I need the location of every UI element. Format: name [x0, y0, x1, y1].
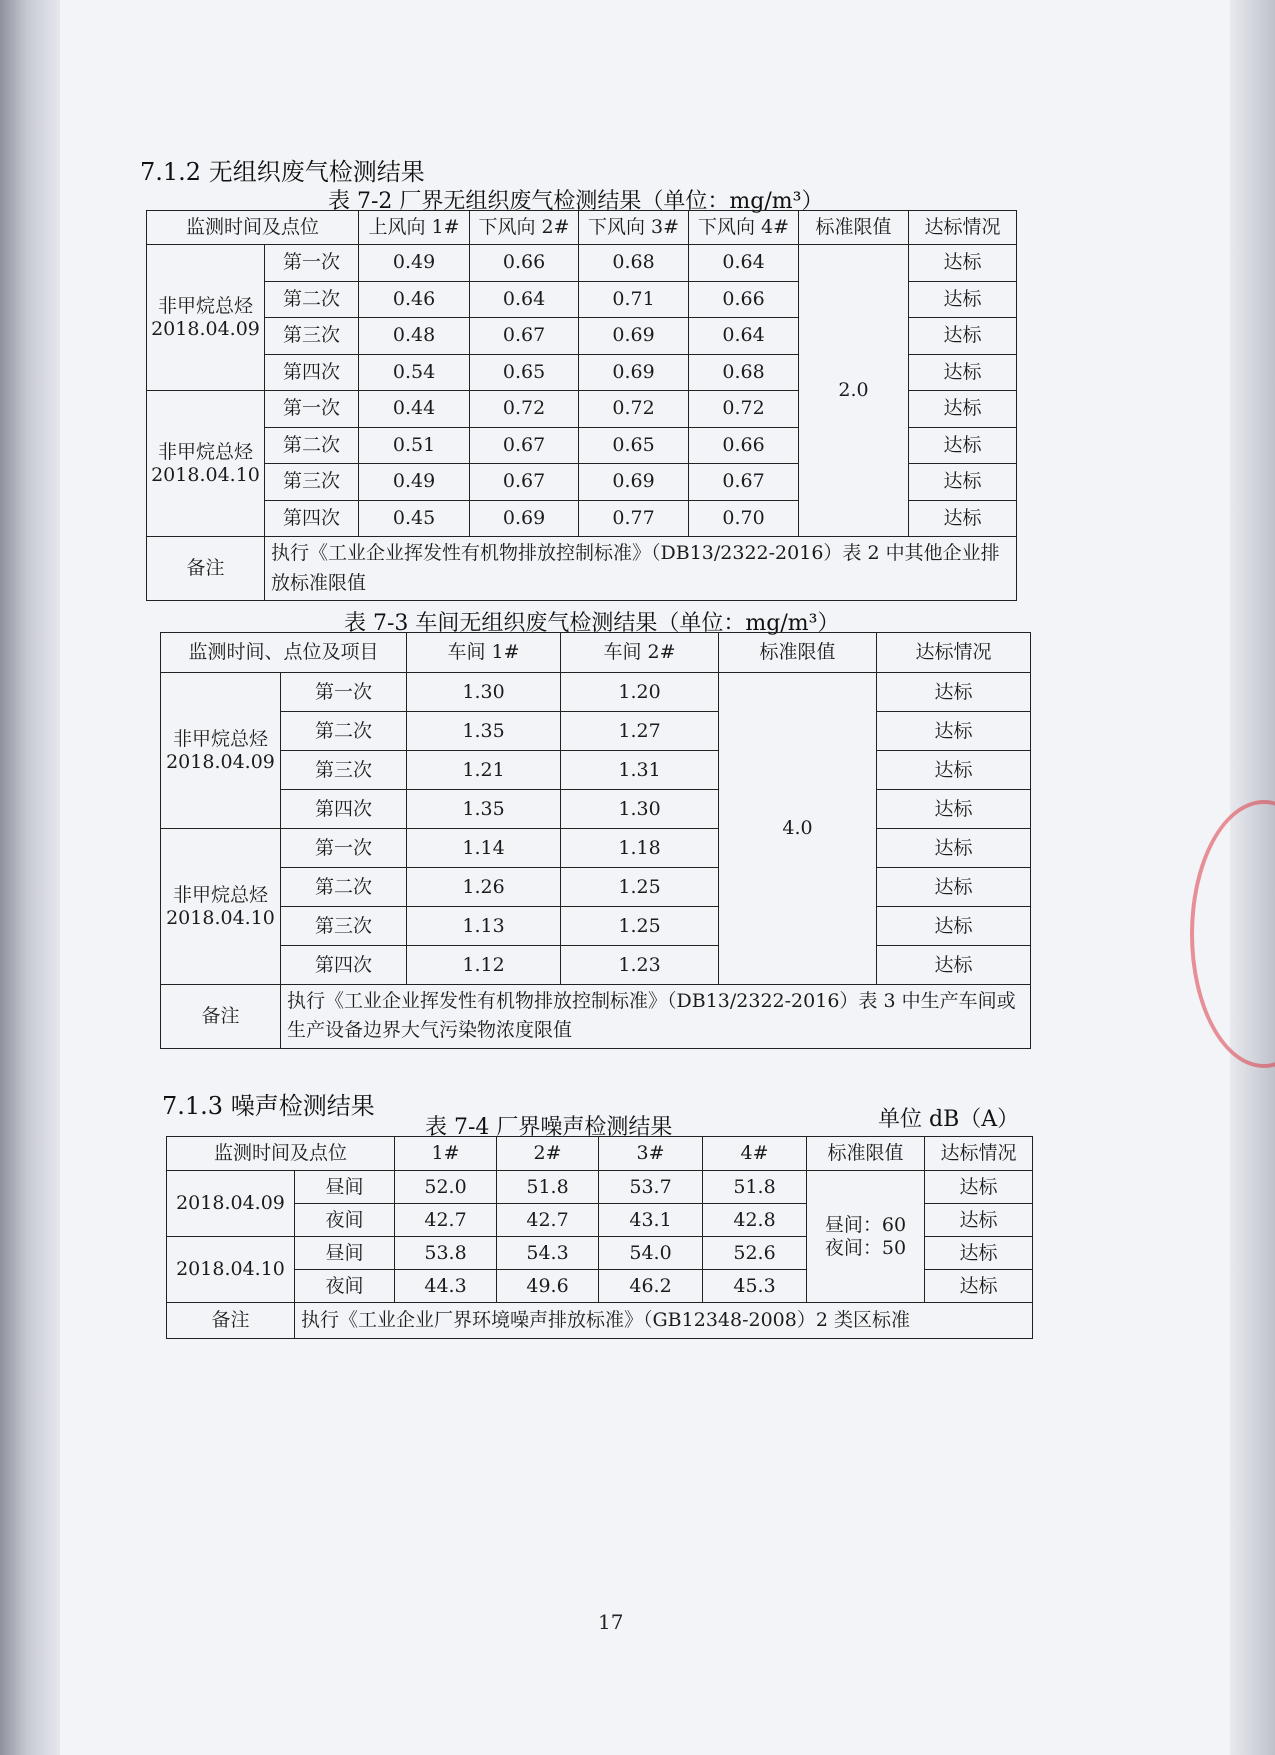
time-cell: 第四次: [265, 354, 359, 391]
value-cell: 54.0: [599, 1237, 703, 1270]
time-cell: 夜间: [295, 1204, 395, 1237]
table-row: [161, 946, 1031, 985]
value-cell: 0.64: [689, 245, 799, 282]
value-cell: 52.6: [703, 1237, 807, 1270]
limit-cell: 4.0: [719, 673, 877, 985]
group-label: 非甲烷总烃 2018.04.10: [161, 829, 281, 985]
value-cell: 0.69: [579, 318, 689, 355]
value-cell: 0.77: [579, 500, 689, 537]
table-7-4: [166, 1136, 1033, 1339]
value-cell: 51.8: [497, 1171, 599, 1204]
table-row: [147, 245, 1017, 282]
value-cell: 1.21: [407, 751, 561, 790]
header-cell: 达标情况: [925, 1137, 1033, 1171]
value-cell: 45.3: [703, 1270, 807, 1303]
status-cell: 达标: [877, 946, 1031, 985]
value-cell: 0.70: [689, 500, 799, 537]
status-cell: 达标: [877, 790, 1031, 829]
value-cell: 1.13: [407, 907, 561, 946]
value-cell: 0.66: [689, 281, 799, 318]
time-cell: 夜间: [295, 1270, 395, 1303]
value-cell: 0.49: [359, 464, 470, 501]
status-cell: 达标: [909, 281, 1017, 318]
header-cell: 达标情况: [909, 211, 1017, 245]
page-shadow-left: [0, 0, 60, 1755]
time-cell: 第二次: [281, 868, 407, 907]
status-cell: 达标: [877, 907, 1031, 946]
value-cell: 1.20: [561, 673, 719, 712]
status-cell: 达标: [909, 500, 1017, 537]
table-row: [161, 829, 1031, 868]
value-cell: 0.46: [359, 281, 470, 318]
header-cell: 车间 2#: [561, 633, 719, 673]
status-cell: 达标: [877, 712, 1031, 751]
value-cell: 1.35: [407, 712, 561, 751]
time-cell: 第二次: [265, 427, 359, 464]
value-cell: 0.71: [579, 281, 689, 318]
value-cell: 53.8: [395, 1237, 497, 1270]
table-7-3-caption: 表 7-3 车间无组织废气检测结果（单位：mg/m³）: [344, 611, 840, 636]
value-cell: 43.1: [599, 1204, 703, 1237]
status-cell: 达标: [925, 1171, 1033, 1204]
table-7-2-caption: 表 7-2 厂界无组织废气检测结果（单位：mg/m³）: [328, 189, 824, 214]
status-cell: 达标: [909, 464, 1017, 501]
value-cell: 0.68: [689, 354, 799, 391]
header-cell-location: 监测时间、点位及项目: [161, 633, 407, 673]
value-cell: 0.66: [689, 427, 799, 464]
value-cell: 1.14: [407, 829, 561, 868]
table-7-4-caption: 表 7-4 厂界噪声检测结果: [425, 1115, 673, 1140]
value-cell: 0.45: [359, 500, 470, 537]
value-cell: 44.3: [395, 1270, 497, 1303]
time-cell: 第四次: [281, 790, 407, 829]
note-text: 执行《工业企业厂界环境噪声排放标准》（GB12348-2008）2 类区标准: [295, 1303, 1033, 1339]
status-cell: 达标: [909, 354, 1017, 391]
value-cell: 0.44: [359, 391, 470, 428]
value-cell: 0.72: [470, 391, 579, 428]
group-label: 非甲烷总烃 2018.04.09: [161, 673, 281, 829]
status-cell: 达标: [877, 673, 1031, 712]
note-label: 备注: [147, 537, 265, 601]
value-cell: 46.2: [599, 1270, 703, 1303]
table-7-3: [160, 632, 1031, 1049]
status-cell: 达标: [909, 427, 1017, 464]
time-cell: 第二次: [281, 712, 407, 751]
note-label: 备注: [161, 985, 281, 1049]
value-cell: 1.23: [561, 946, 719, 985]
time-cell: 第三次: [281, 907, 407, 946]
status-cell: 达标: [925, 1204, 1033, 1237]
time-cell: 昼间: [295, 1171, 395, 1204]
header-cell: 4#: [703, 1137, 807, 1171]
table-row: [161, 907, 1031, 946]
value-cell: 1.31: [561, 751, 719, 790]
status-cell: 达标: [909, 391, 1017, 428]
limit-cell: 昼间：60 夜间：50: [807, 1171, 925, 1303]
table-7-4-unit: 单位 dB（A）: [878, 1107, 1020, 1132]
group-label: 非甲烷总烃 2018.04.09: [147, 245, 265, 391]
value-cell: 51.8: [703, 1171, 807, 1204]
page-number: 17: [598, 1610, 624, 1634]
table-7-2: [146, 210, 1017, 601]
header-cell: 达标情况: [877, 633, 1031, 673]
header-cell: 标准限值: [799, 211, 909, 245]
value-cell: 0.64: [689, 318, 799, 355]
value-cell: 1.30: [561, 790, 719, 829]
header-cell: 标准限值: [807, 1137, 925, 1171]
table-row: [161, 790, 1031, 829]
value-cell: 0.72: [689, 391, 799, 428]
value-cell: 53.7: [599, 1171, 703, 1204]
value-cell: 49.6: [497, 1270, 599, 1303]
time-cell: 第三次: [265, 318, 359, 355]
time-cell: 第三次: [281, 751, 407, 790]
value-cell: 0.54: [359, 354, 470, 391]
value-cell: 1.26: [407, 868, 561, 907]
value-cell: 0.67: [689, 464, 799, 501]
value-cell: 0.72: [579, 391, 689, 428]
status-cell: 达标: [925, 1237, 1033, 1270]
group-label: 2018.04.10: [167, 1237, 295, 1303]
header-cell: 车间 1#: [407, 633, 561, 673]
note-text: 执行《工业企业挥发性有机物排放控制标准》（DB13/2322-2016）表 3 中生产车间或生产设备边界大气污染物浓度限值: [281, 985, 1031, 1049]
value-cell: 0.51: [359, 427, 470, 464]
value-cell: 1.30: [407, 673, 561, 712]
value-cell: 0.67: [470, 318, 579, 355]
header-cell-location: 监测时间及点位: [147, 211, 359, 245]
header-cell: 3#: [599, 1137, 703, 1171]
value-cell: 42.7: [395, 1204, 497, 1237]
value-cell: 0.69: [470, 500, 579, 537]
status-cell: 达标: [925, 1270, 1033, 1303]
status-cell: 达标: [877, 751, 1031, 790]
time-cell: 第一次: [265, 245, 359, 282]
value-cell: 0.48: [359, 318, 470, 355]
limit-cell: 2.0: [799, 245, 909, 537]
time-cell: 昼间: [295, 1237, 395, 1270]
value-cell: 0.65: [579, 427, 689, 464]
table-row: [161, 868, 1031, 907]
table-row: [161, 751, 1031, 790]
header-cell: 上风向 1#: [359, 211, 470, 245]
value-cell: 42.7: [497, 1204, 599, 1237]
status-cell: 达标: [909, 318, 1017, 355]
value-cell: 1.12: [407, 946, 561, 985]
table-row: [161, 712, 1031, 751]
table-row: [167, 1171, 1033, 1204]
value-cell: 1.25: [561, 868, 719, 907]
time-cell: 第二次: [265, 281, 359, 318]
value-cell: 54.3: [497, 1237, 599, 1270]
time-cell: 第三次: [265, 464, 359, 501]
header-cell: 2#: [497, 1137, 599, 1171]
time-cell: 第四次: [281, 946, 407, 985]
value-cell: 1.18: [561, 829, 719, 868]
group-label: 非甲烷总烃 2018.04.10: [147, 391, 265, 537]
header-cell: 下风向 2#: [470, 211, 579, 245]
value-cell: 0.67: [470, 427, 579, 464]
status-cell: 达标: [877, 868, 1031, 907]
header-cell: 下风向 3#: [579, 211, 689, 245]
value-cell: 0.65: [470, 354, 579, 391]
status-cell: 达标: [877, 829, 1031, 868]
table-row: [161, 673, 1031, 712]
value-cell: 0.69: [579, 464, 689, 501]
value-cell: 0.69: [579, 354, 689, 391]
time-cell: 第一次: [281, 673, 407, 712]
section-heading-gas: 7.1.2 无组织废气检测结果: [140, 158, 425, 186]
time-cell: 第一次: [281, 829, 407, 868]
value-cell: 0.66: [470, 245, 579, 282]
value-cell: 52.0: [395, 1171, 497, 1204]
header-cell: 下风向 4#: [689, 211, 799, 245]
note-text: 执行《工业企业挥发性有机物排放控制标准》（DB13/2322-2016）表 2 中其他企业排放标准限值: [265, 537, 1017, 601]
value-cell: 0.49: [359, 245, 470, 282]
value-cell: 0.68: [579, 245, 689, 282]
note-label: 备注: [167, 1303, 295, 1339]
status-cell: 达标: [909, 245, 1017, 282]
value-cell: 0.67: [470, 464, 579, 501]
time-cell: 第一次: [265, 391, 359, 428]
time-cell: 第四次: [265, 500, 359, 537]
section-heading-noise: 7.1.3 噪声检测结果: [162, 1092, 375, 1120]
header-cell: 1#: [395, 1137, 497, 1171]
value-cell: 1.27: [561, 712, 719, 751]
value-cell: 1.25: [561, 907, 719, 946]
header-cell: 标准限值: [719, 633, 877, 673]
value-cell: 1.35: [407, 790, 561, 829]
value-cell: 0.64: [470, 281, 579, 318]
value-cell: 42.8: [703, 1204, 807, 1237]
group-label: 2018.04.09: [167, 1171, 295, 1237]
header-cell-location: 监测时间及点位: [167, 1137, 395, 1171]
